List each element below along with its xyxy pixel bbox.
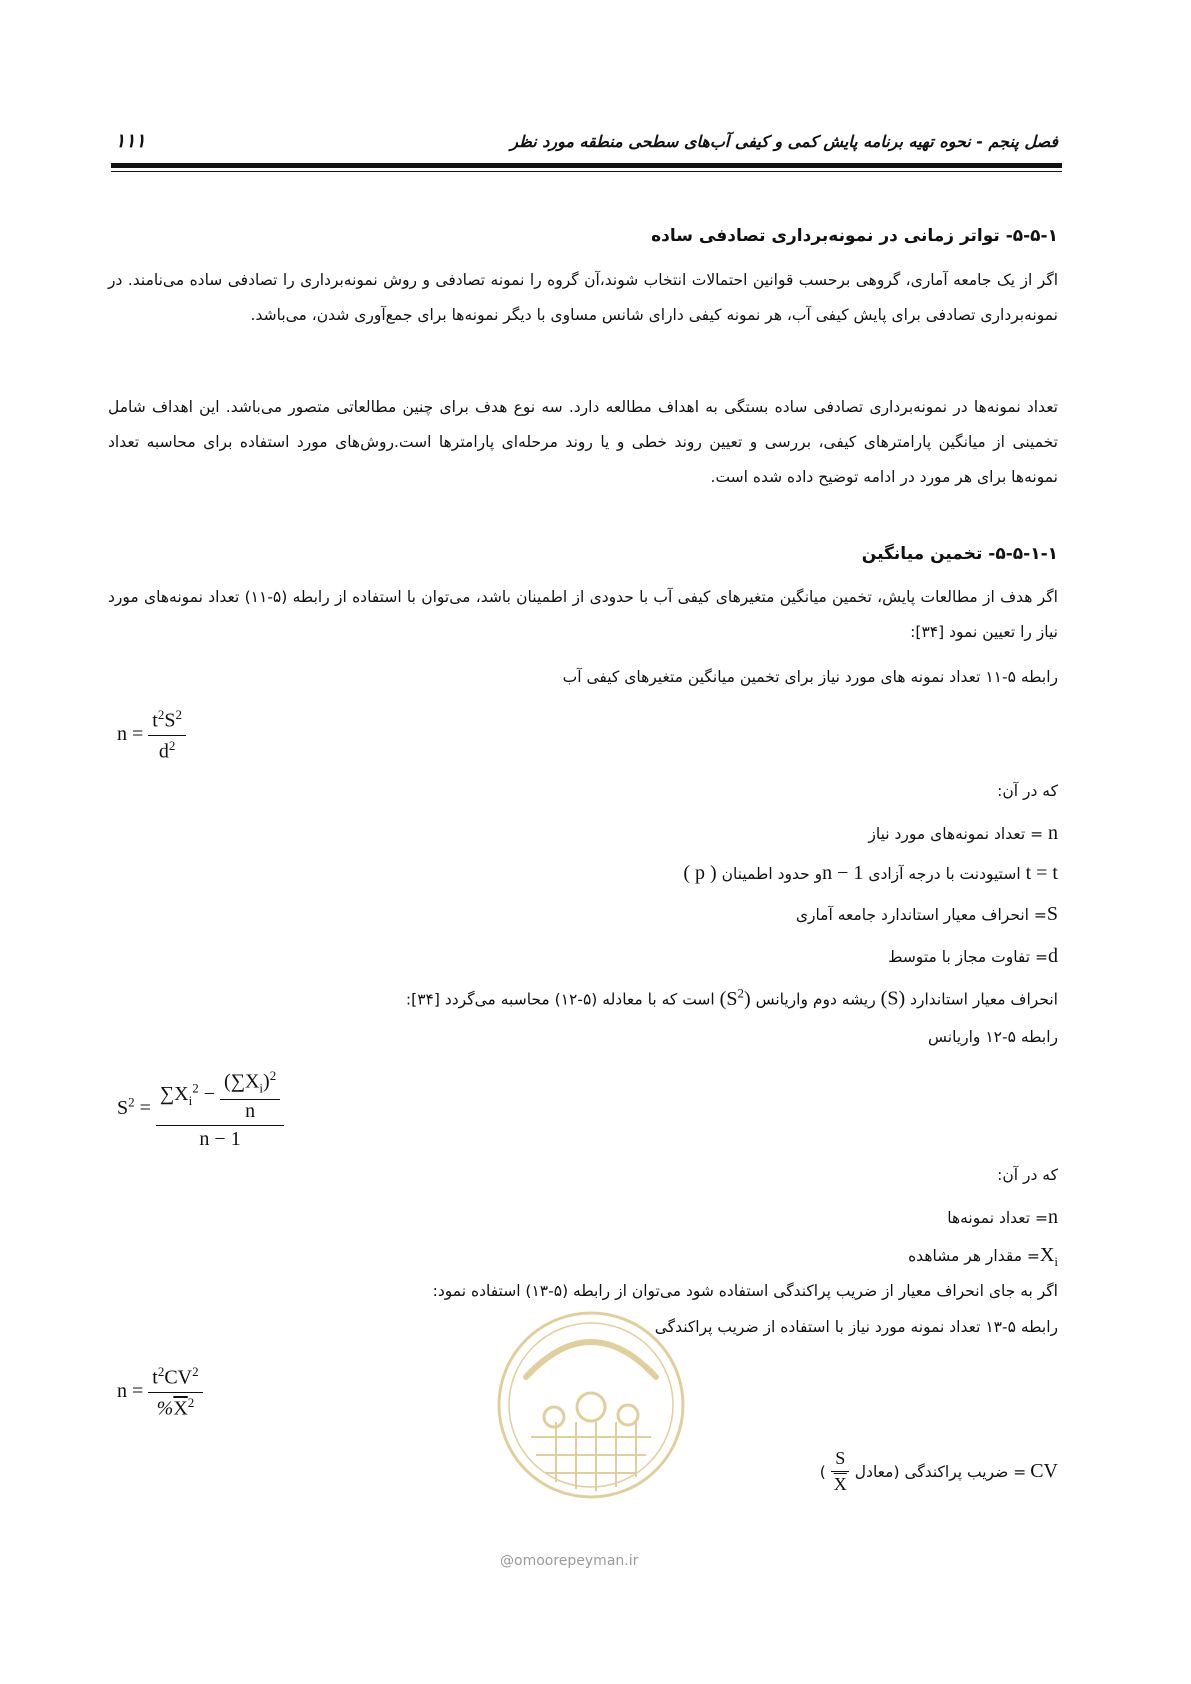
- eq11-fraction: [148, 707, 186, 763]
- eq13-numerator: $t^2CV^2$: [148, 1364, 202, 1393]
- def-xi: $X_i=$ مقدار هر مشاهده: [908, 1244, 1058, 1269]
- watermark-url: @omoorepeyman.ir: [500, 1553, 639, 1569]
- section-paragraph-2: تعداد نمونه‌ها در نمونه‌برداری تصادفی ساده بستگی به اهداف مطالعه دارد. سه نوع هدف برای چنین مطالعاتی متصور می‌باشد. این اهداف شامل تخمینی از میانگین پارامترهای کیفی، بررسی و تعیین روند خطی و یا روند مرحله‌ای پارامترها است.روش‌های مورد استفاده برای محاسبه تعداد نمونه‌ها برای هر مورد در ادامه توضیح داده شده است.: [108, 398, 1058, 486]
- def-d: d= تفاوت مجاز با متوسط: [888, 945, 1058, 967]
- equation-12-caption: رابطه ۵-۱۲ واریانس: [928, 1028, 1058, 1046]
- cv-fraction: $\frac{S}{X}$: [830, 1448, 851, 1495]
- header-rule-thin: [111, 171, 1062, 172]
- eq12-denominator: n − 1: [199, 1127, 241, 1150]
- equation-12: $S^2$ = $\sum X_i^2$ − $\frac{(\sum X_i)^2}{n}$ n − 1: [117, 1068, 284, 1151]
- equation-13-caption: رابطه ۵-۱۳ تعداد نمونه مورد نیاز با استفاده از ضریب پراکندگی: [654, 1318, 1058, 1336]
- eq13-denominator: $\%\overline{X}^2$: [156, 1394, 195, 1420]
- variance-sentence: انحراف معیار استاندارد (S) ریشه دوم واریانس $(S^2)$ است که با معادله (۵-۱۲) محاسبه می‌گردد [۳۴]:: [405, 985, 1058, 1010]
- def-cv: CV = ضریب پراکندگی (معادل $\frac{S}{X}$ ): [819, 1448, 1058, 1494]
- eq11-lhs: n: [117, 722, 127, 745]
- eq12-fraction: [156, 1068, 284, 1151]
- eq13-fraction: [148, 1364, 202, 1420]
- where-label-1: که در آن:: [997, 782, 1058, 800]
- eq11-numerator: $t^2S^2$: [148, 707, 186, 736]
- eq11-equals: =: [132, 722, 144, 745]
- subsection-paragraph: اگر هدف از مطالعات پایش، تخمین میانگین متغیرهای کیفی آب با حدودی از اطمینان باشد، می‌توان با استفاده از رابطه (۵-۱۱) تعداد نمونه‌های مورد نیاز را تعیین نمود [۳۴]:: [108, 588, 1058, 641]
- cv-intro: اگر به جای انحراف معیار از ضریب پراکندگی استفاده شود می‌توان از رابطه (۵-۱۳) استفاده نمود:: [432, 1282, 1058, 1300]
- equation-11: [117, 707, 186, 763]
- def-t: t = t استیودنت با درجه آزادی n − 1و حدود اطمینان ( p ): [683, 862, 1058, 884]
- section-heading: ۵-۵-۱- تواتر زمانی در نمونه‌برداری تصادفی ساده: [651, 226, 1058, 246]
- def-n: n = تعداد نمونه‌های مورد نیاز: [868, 822, 1058, 844]
- running-header-title: فصل پنجم - نحوه تهیه برنامه پایش کمی و کیفی آب‌های سطحی منطقه مورد نظر: [510, 132, 1058, 151]
- eq11-denominator: $d^2$: [158, 737, 176, 763]
- subsection-heading: ۵-۵-۱-۱- تخمین میانگین: [861, 544, 1058, 564]
- eq12-inner-fraction: $\frac{(\sum X_i)^2}{n}$: [220, 1068, 280, 1123]
- page-number: ۱۱۱: [115, 130, 146, 152]
- omoorepeyman-logo-watermark: [486, 1297, 696, 1517]
- eq12-numerator: $\sum X_i^2$ − $\frac{(\sum X_i)^2}{n}$: [156, 1068, 284, 1126]
- equation-13: n = $\frac{t^2CV^2}{\%\overline{X}^2}$: [117, 1364, 203, 1420]
- section-paragraph-1: اگر از یک جامعه آماری، گروهی برحسب قوانین احتمالات انتخاب شوند،آن گروه را نمونه تصادفی و روش نمونه‌برداری را تصادفی ساده می‌نامند. در نمونه‌برداری تصادفی برای پایش کیفی آب، هر نمونه کیفی دارای شانس مساوی با دیگر نمونه‌ها برای جمع‌آوری شدن، می‌باشد.: [108, 271, 1058, 324]
- equation-11-caption: رابطه ۵-۱۱ تعداد نمونه های مورد نیاز برای تخمین میانگین متغیرهای کیفی آب: [562, 668, 1058, 686]
- header-rule-thick: [111, 163, 1062, 168]
- where-label-2: که در آن:: [997, 1166, 1058, 1184]
- def-n2: n= تعداد نمونه‌ها: [947, 1206, 1058, 1228]
- def-S: S= انحراف معیار استاندارد جامعه آماری: [795, 903, 1058, 925]
